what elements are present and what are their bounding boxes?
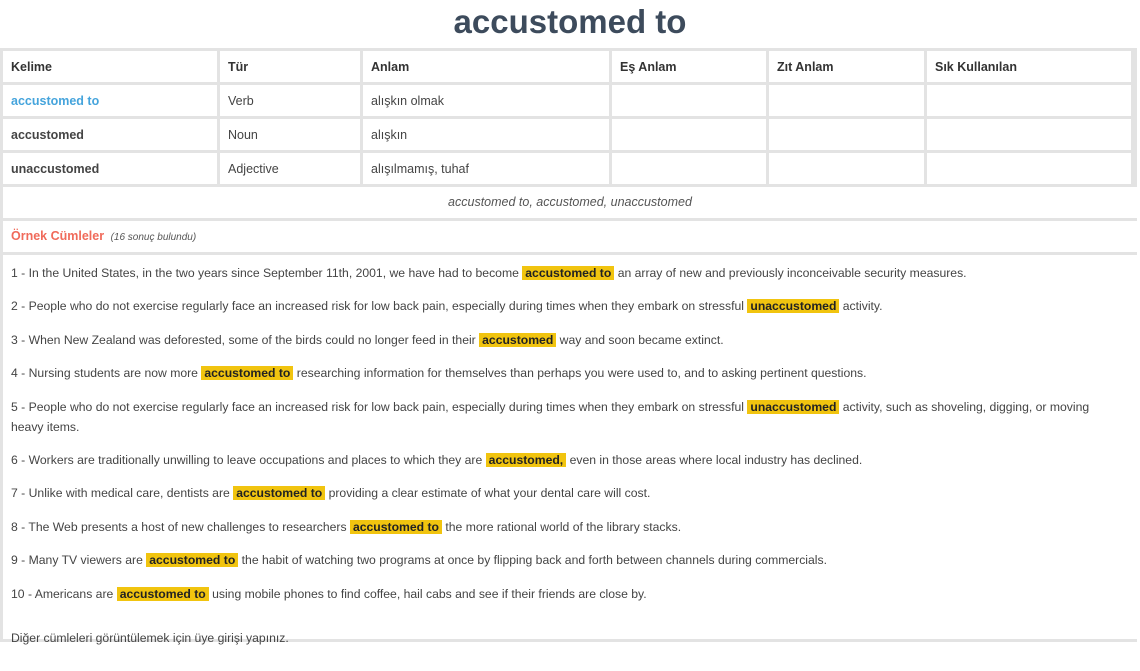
header-cell: Sık Kullanılan — [927, 51, 1131, 82]
highlighted-term: accustomed to — [201, 366, 293, 380]
sentence-text: 9 - Many TV viewers are — [11, 553, 143, 568]
example-sentence — [11, 397, 1125, 437]
highlighted-term: accustomed to — [522, 266, 614, 280]
sentence-text: way and soon became extinct. — [559, 332, 724, 347]
word-cell: accustomed — [3, 119, 217, 150]
common-cell — [927, 119, 1131, 150]
meaning-cell: alışılmamış, tuhaf — [363, 153, 609, 184]
sentence-text: 10 - Americans are — [11, 586, 114, 601]
page-title: accustomed to — [453, 3, 687, 40]
common-cell — [927, 153, 1131, 184]
word-link[interactable]: accustomed to — [3, 85, 217, 116]
sentence-text: researching information for themselves than perhaps you were used to, and to asking pertinent questions. — [296, 366, 867, 381]
word-table — [0, 48, 1134, 187]
sentence-text: providing a clear estimate of what your dental care will cost. — [328, 486, 651, 501]
example-sentence — [11, 330, 1125, 350]
sentence-text: using mobile phones to find coffee, hail cabs and see if their friends are close by. — [212, 586, 647, 601]
highlighted-term: accustomed to — [146, 553, 238, 567]
synonym-cell — [612, 153, 766, 184]
login-note: Diğer cümleleri görüntülemek için üye girişi yapınız. — [11, 630, 289, 645]
sentence-text: 3 - When New Zealand was deforested, some of the birds could no longer feed in their — [11, 332, 476, 347]
sentence-text: 1 - In the United States, in the two years since September 11th, 2001, we have had to become — [11, 266, 519, 280]
table-row — [3, 85, 1131, 116]
antonym-cell — [769, 119, 924, 150]
type-cell: Noun — [220, 119, 360, 150]
sentence-text: activity, such as shoveling, digging, or moving heavy items. — [11, 399, 1090, 434]
meaning-cell: alışkın olmak — [363, 85, 609, 116]
table-header-row — [3, 51, 1131, 82]
antonym-cell — [769, 85, 924, 116]
type-cell: Adjective — [220, 153, 360, 184]
sentence-text: even in those areas where local industry has declined. — [569, 452, 863, 467]
highlighted-term: accustomed — [479, 333, 556, 347]
highlighted-term: accustomed, — [486, 453, 567, 467]
common-cell — [927, 85, 1131, 116]
sentence-text: the more rational world of the library stacks. — [445, 519, 682, 534]
synonym-cell — [612, 119, 766, 150]
example-sentence — [11, 450, 1125, 470]
word-panel — [0, 48, 1137, 645]
meaning-cell: alışkın — [363, 119, 609, 150]
example-sentence — [11, 263, 1125, 283]
sentence-text: 2 - People who do not exercise regularly face an increased risk for low back pain, especially during times when they embark on stressful — [11, 299, 744, 314]
example-sentence — [11, 517, 1125, 537]
sentence-text: 5 - People who do not exercise regularly face an increased risk for low back pain, especially during times when they embark on stressful — [11, 399, 744, 414]
table-row — [3, 153, 1131, 184]
highlighted-term: unaccustomed — [747, 299, 839, 313]
highlighted-term: unaccustomed — [747, 400, 839, 414]
header-cell: Kelime — [3, 51, 217, 82]
highlighted-term: accustomed to — [233, 486, 325, 500]
type-cell: Verb — [220, 85, 360, 116]
sentence-text: 8 - The Web presents a host of new challenges to researchers — [11, 519, 347, 534]
antonym-cell — [769, 153, 924, 184]
header-cell: Tür — [220, 51, 360, 82]
sentence-text: activity. — [842, 299, 883, 314]
examples-count: (16 sonuç bulundu) — [110, 232, 197, 243]
synonym-cell — [612, 85, 766, 116]
highlighted-term: accustomed to — [117, 587, 209, 601]
example-sentence — [11, 584, 1125, 604]
word-forms-summary: accustomed to, accustomed, unaccustomed — [3, 187, 1137, 218]
header-cell: Zıt Anlam — [769, 51, 924, 82]
sentence-text: 4 - Nursing students are now more — [11, 366, 198, 381]
examples-list — [3, 255, 1137, 645]
table-row — [3, 119, 1131, 150]
example-sentence — [11, 296, 1125, 316]
example-sentence — [11, 363, 1125, 383]
header-cell: Anlam — [363, 51, 609, 82]
highlighted-term: accustomed to — [350, 520, 442, 534]
examples-header — [3, 221, 1137, 252]
sentence-text: an array of new and previously inconceivable security measures. — [617, 266, 967, 280]
example-sentence — [11, 550, 1125, 570]
sentence-text: 6 - Workers are traditionally unwilling to leave occupations and places to which they are — [11, 452, 483, 467]
example-sentence — [11, 483, 1125, 503]
header-cell: Eş Anlam — [612, 51, 766, 82]
examples-label: Örnek Cümleler — [11, 229, 105, 243]
sentence-text: the habit of watching two programs at once by flipping back and forth between channels during commercials. — [241, 553, 827, 568]
word-cell: unaccustomed — [3, 153, 217, 184]
sentence-text: 7 - Unlike with medical care, dentists are — [11, 486, 230, 501]
